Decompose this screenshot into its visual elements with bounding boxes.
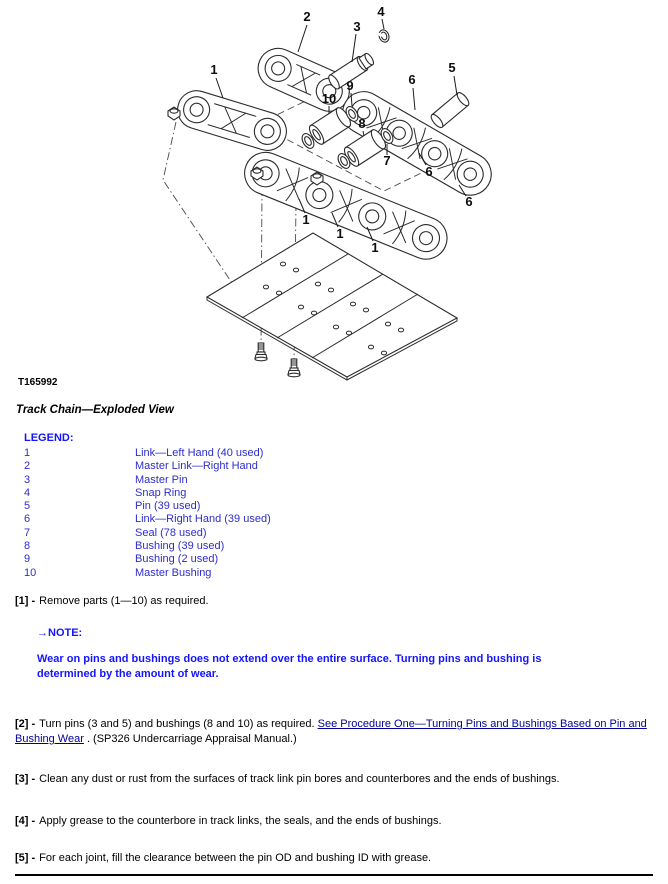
callout-label: 10: [321, 91, 337, 106]
legend-title: LEGEND:: [24, 432, 74, 444]
step-text: Turn pins (3 and 5) and bushings (8 and 10) as required.: [39, 718, 318, 730]
callout-label: 1: [302, 212, 310, 227]
legend-item-desc: Master Bushing: [135, 566, 212, 579]
step-marker: [1] -: [15, 595, 36, 607]
callout-label: 1: [210, 62, 218, 77]
part-pin: [429, 91, 471, 130]
step-1: [15, 594, 656, 609]
legend-row: [24, 447, 271, 460]
legend: [24, 432, 271, 580]
callout-label: 5: [448, 60, 456, 75]
callout-label: 7: [383, 153, 391, 168]
step-marker: [4] -: [15, 815, 36, 827]
step-3: [15, 772, 656, 787]
legend-item-number: 4: [24, 486, 31, 499]
callout-label: 1: [371, 240, 379, 255]
callout-label: 6: [465, 194, 473, 209]
callout-label: 3: [353, 19, 361, 34]
legend-table: [24, 447, 271, 580]
legend-row: [24, 527, 271, 540]
legend-item-number: 6: [24, 513, 31, 526]
legend-item-desc: Pin (39 used): [135, 500, 201, 513]
note-label: →NOTE:: [37, 627, 83, 639]
legend-item-number: 10: [24, 566, 37, 579]
exploded-view-diagram: [0, 0, 668, 396]
step-2: [15, 717, 656, 747]
legend-item-desc: Bushing (2 used): [135, 553, 219, 566]
step-marker: [3] -: [15, 773, 36, 785]
callout-label: 4: [377, 4, 385, 19]
callout-label: 8: [358, 116, 366, 131]
step-marker: [2] -: [15, 718, 36, 730]
legend-item-number: 8: [24, 540, 31, 553]
legend-item-desc: Bushing (39 used): [135, 540, 225, 553]
legend-item-number: 7: [24, 526, 31, 539]
legend-item-desc: Master Pin: [135, 473, 188, 486]
axis-line: [163, 122, 240, 295]
step-text: Remove parts (1—10) as required.: [39, 595, 209, 607]
legend-row: [24, 567, 271, 580]
part-link-left: [173, 86, 291, 155]
legend-row: [24, 460, 271, 473]
legend-row: [24, 553, 271, 566]
legend-row: [24, 487, 271, 500]
procedure-link[interactable]: See Procedure One—Turning Pins and Bushings Based on Pin and Bushing Wear: [15, 718, 647, 745]
step-text: Apply grease to the counterbore in track links, the seals, and the ends of bushings.: [39, 815, 442, 827]
legend-row: [24, 540, 271, 553]
part-bolt: [255, 343, 267, 361]
legend-item-number: 5: [24, 500, 31, 513]
legend-item-desc: Master Link—Right Hand: [135, 460, 258, 473]
legend-item-number: 2: [24, 460, 31, 473]
figure-image-id: T165992: [18, 377, 58, 388]
part-bolt: [288, 359, 300, 377]
legend-row: [24, 474, 271, 487]
step-5: [15, 851, 656, 866]
legend-item-desc: Link—Left Hand (40 used): [135, 447, 264, 459]
figure-caption: Track Chain—Exploded View: [16, 404, 174, 416]
callout-label: 6: [408, 72, 416, 87]
legend-row: [24, 513, 271, 526]
callout-label: 9: [346, 78, 354, 93]
legend-item-number: 3: [24, 473, 31, 486]
callout-label: 6: [425, 164, 433, 179]
legend-item-number: 1: [24, 447, 31, 459]
part-snap-ring: [377, 28, 391, 43]
callout-label: 2: [303, 9, 311, 24]
step-marker: [5] -: [15, 852, 36, 864]
legend-item-desc: Seal (78 used): [135, 526, 207, 539]
step-text: . (SP326 Undercarriage Appraisal Manual.): [83, 733, 297, 745]
page-bottom-rule: [15, 874, 653, 876]
step-4: [15, 814, 656, 829]
legend-row: [24, 500, 271, 513]
step-text: For each joint, fill the clearance between the pin OD and bushing ID with grease.: [39, 852, 432, 864]
step-text: Clean any dust or rust from the surfaces of track link pin bores and counterbores and the ends of bushings.: [39, 773, 560, 785]
note-text: Wear on pins and bushings does not extend over the entire surface. Turning pins and bushing is determined by the amount of wear.: [37, 653, 542, 680]
legend-item-desc: Link—Right Hand (39 used): [135, 513, 271, 526]
legend-item-desc: Snap Ring: [135, 486, 187, 499]
legend-item-number: 9: [24, 553, 31, 566]
callout-label: 1: [336, 226, 344, 241]
